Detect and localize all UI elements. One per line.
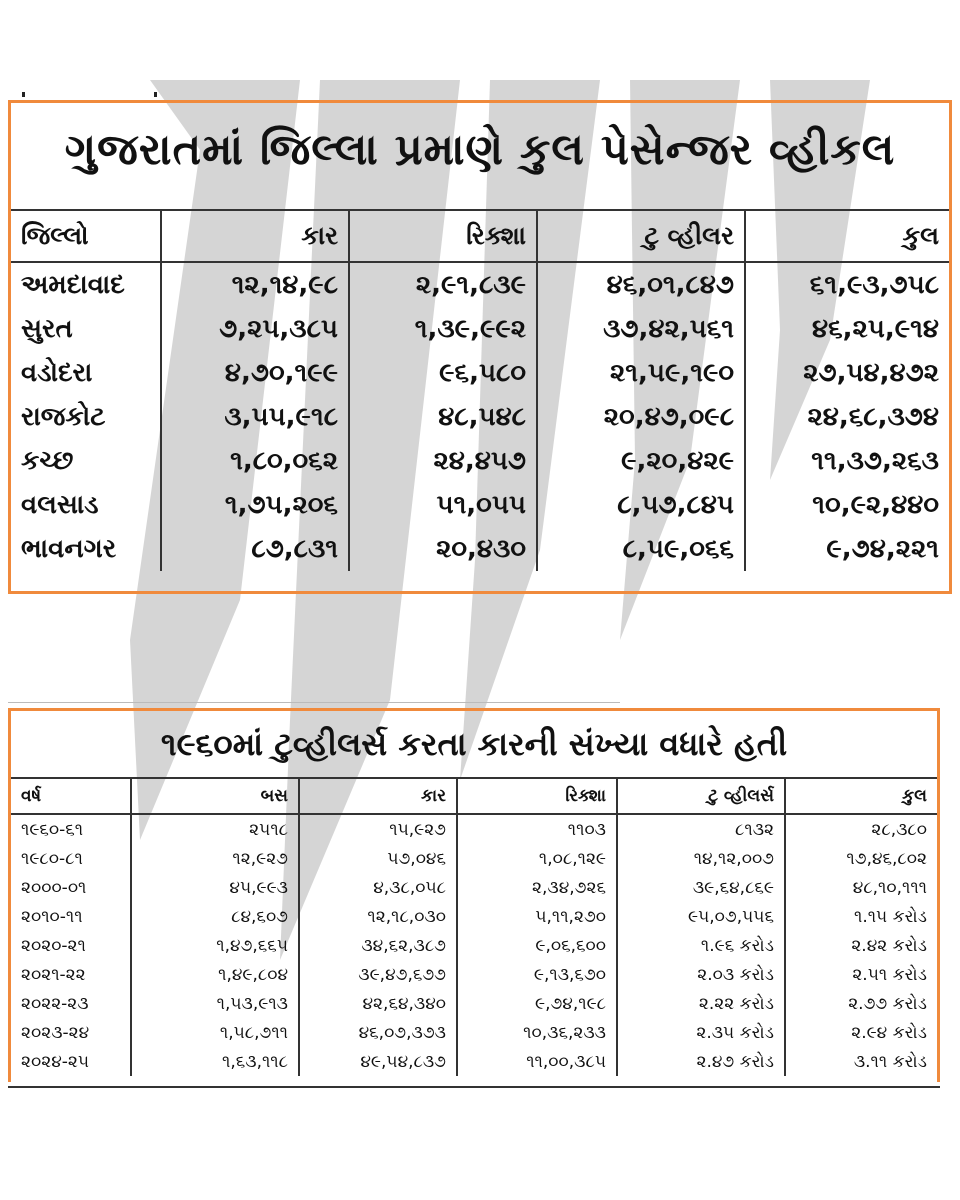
cell-car: ૧૫,૯૨૭ xyxy=(299,814,457,844)
cell-total: ૪૮,૧૦,૧૧૧ xyxy=(785,873,937,902)
cell-two-wheelers: ૮૧૩૨ xyxy=(617,814,785,844)
col-header-total: કુલ xyxy=(745,210,949,262)
table-row xyxy=(11,527,949,571)
cell-total: ૪૬,૨૫,૯૧૪ xyxy=(745,307,949,351)
cell-car: ૧,૭૫,૨૦૬ xyxy=(161,483,349,527)
cell-car: ૩૯,૪૭,૬૭૭ xyxy=(299,960,457,989)
col-header-rickshaw: રિક્શા xyxy=(349,210,537,262)
cell-rickshaw: ૧,૦૮,૧૨૯ xyxy=(457,844,617,873)
table-row xyxy=(11,873,937,902)
table-row xyxy=(11,1047,937,1076)
cell-bus: ૧,૪૭,૬૬૫ xyxy=(131,931,299,960)
cell-district: વલસાડ xyxy=(21,489,99,520)
cell-rickshaw: ૪૮,૫૪૮ xyxy=(349,395,537,439)
bottom-rule xyxy=(8,1086,940,1088)
cell-two-wheelers: ૩૯,૬૪,૮૬૯ xyxy=(617,873,785,902)
cell-year: ૨૦૨૩-૨૪ xyxy=(21,1022,90,1043)
col-header-year: વર્ષ xyxy=(11,778,131,814)
top-cropped-text-fragment xyxy=(8,92,258,98)
cell-total: ૧૦,૯૨,૪૪૦ xyxy=(745,483,949,527)
cell-district: ભાવનગર xyxy=(21,533,117,564)
cell-bus: ૧,૬૩,૧૧૮ xyxy=(131,1047,299,1076)
district-vehicle-table-panel xyxy=(8,100,952,594)
cell-bus: ૧,૪૯,૮૦૪ xyxy=(131,960,299,989)
cell-car: ૪૨,૬૪,૩૪૦ xyxy=(299,989,457,1018)
cell-two-wheeler: ૮,૫૯,૦૬૬ xyxy=(537,527,745,571)
cell-rickshaw: ૧૧૦૩ xyxy=(457,814,617,844)
cell-two-wheelers: ૨.૦૩ કરોડ xyxy=(617,960,785,989)
table1-title: ગુજરાતમાં જિલ્લા પ્રમાણે કુલ પેસેન્જર વ્હીકલ xyxy=(64,125,896,175)
table-row xyxy=(11,395,949,439)
cell-bus: ૨૫૧૮ xyxy=(131,814,299,844)
cell-two-wheeler: ૨૦,૪૭,૦૯૮ xyxy=(537,395,745,439)
cell-district: અમદાવાદ xyxy=(21,269,125,300)
cell-year: ૨૦૨૧-૨૨ xyxy=(21,964,86,985)
cell-rickshaw: ૨,૯૧,૮૩૯ xyxy=(349,262,537,307)
cell-bus: ૮૪,૬૦૭ xyxy=(131,902,299,931)
cell-two-wheelers: ૯૫,૦૭,૫૫૬ xyxy=(617,902,785,931)
table-row xyxy=(11,902,937,931)
table-row xyxy=(11,307,949,351)
col-header-total: કુલ xyxy=(785,778,937,814)
cell-district: વડોદરા xyxy=(21,357,93,388)
cell-year: ૨૦૨૦-૨૧ xyxy=(21,935,86,956)
cell-two-wheeler: ૮,૫૭,૮૪૫ xyxy=(537,483,745,527)
table-row xyxy=(11,960,937,989)
cell-total: ૯,૭૪,૨૨૧ xyxy=(745,527,949,571)
cell-year: ૧૯૬૦-૬૧ xyxy=(21,819,84,840)
cell-car: ૪,૩૮,૦૫૮ xyxy=(299,873,457,902)
col-header-rickshaw: રિક્શા xyxy=(457,778,617,814)
cell-total: ૨.૯૪ કરોડ xyxy=(785,1018,937,1047)
cell-total: ૨.૭૭ કરોડ xyxy=(785,989,937,1018)
cell-total: ૨૮,૩૮૦ xyxy=(785,814,937,844)
col-header-two-wheelers: ટુ વ્હીલર્સ xyxy=(617,778,785,814)
cell-bus: ૪૫,૯૯૩ xyxy=(131,873,299,902)
cell-district: કચ્છ xyxy=(21,445,74,476)
yearly-vehicle-table-panel xyxy=(8,708,940,1082)
cell-rickshaw: ૯,૭૪,૧૯૮ xyxy=(457,989,617,1018)
cell-total: ૬૧,૯૩,૭૫૮ xyxy=(745,262,949,307)
cell-year: ૨૦૨૨-૨૩ xyxy=(21,993,89,1014)
cell-bus: ૧,૫૩,૯૧૩ xyxy=(131,989,299,1018)
col-header-car: કાર xyxy=(161,210,349,262)
cell-two-wheelers: ૨.૪૭ કરોડ xyxy=(617,1047,785,1076)
table-row xyxy=(11,931,937,960)
table-row xyxy=(11,1018,937,1047)
cell-car: ૮૭,૮૩૧ xyxy=(161,527,349,571)
table-row xyxy=(11,844,937,873)
district-vehicle-table xyxy=(11,209,949,571)
cell-rickshaw: ૨૦,૪૩૦ xyxy=(349,527,537,571)
cell-two-wheelers: ૨.૨૨ કરોડ xyxy=(617,989,785,1018)
cell-car: ૧,૮૦,૦૬૨ xyxy=(161,439,349,483)
cell-car: ૪૯,૫૪,૮૩૭ xyxy=(299,1047,457,1076)
cell-rickshaw: ૯,૧૩,૬૭૦ xyxy=(457,960,617,989)
cell-two-wheelers: ૧.૯૬ કરોડ xyxy=(617,931,785,960)
cell-district: સુરત xyxy=(21,313,73,344)
cell-car: ૪,૭૦,૧૯૯ xyxy=(161,351,349,395)
cell-rickshaw: ૨૪,૪૫૭ xyxy=(349,439,537,483)
col-header-car: કાર xyxy=(299,778,457,814)
cell-rickshaw: ૫૧,૦૫૫ xyxy=(349,483,537,527)
table-row xyxy=(11,351,949,395)
cell-rickshaw: ૧૦,૩૬,૨૩૩ xyxy=(457,1018,617,1047)
cell-year: ૨૦૦૦-૦૧ xyxy=(21,877,87,898)
cell-car: ૪૬,૦૭,૩૭૩ xyxy=(299,1018,457,1047)
cell-year: ૨૦૧૦-૧૧ xyxy=(21,906,83,927)
table-row xyxy=(11,483,949,527)
cell-total: ૨૭,૫૪,૪૭૨ xyxy=(745,351,949,395)
cell-rickshaw: ૧,૩૯,૯૯૨ xyxy=(349,307,537,351)
separator-line xyxy=(8,702,620,703)
table2-title: ૧૯૬૦માં ટુવ્હીલર્સ કરતા કારની સંખ્યા વધારે હતી xyxy=(160,725,788,763)
cell-car: ૭,૨૫,૩૮૫ xyxy=(161,307,349,351)
table-row xyxy=(11,262,949,307)
cell-rickshaw: ૯૬,૫૮૦ xyxy=(349,351,537,395)
table-row xyxy=(11,439,949,483)
cell-total: ૧૭,૪૬,૮૦૨ xyxy=(785,844,937,873)
cell-car: ૩૪,૬૨,૩૮૭ xyxy=(299,931,457,960)
cell-bus: ૧,૫૮,૭૧૧ xyxy=(131,1018,299,1047)
cell-two-wheelers: ૨.૩૫ કરોડ xyxy=(617,1018,785,1047)
col-header-bus: બસ xyxy=(131,778,299,814)
table-row xyxy=(11,989,937,1018)
cell-rickshaw: ૯,૦૬,૬૦૦ xyxy=(457,931,617,960)
col-header-district: જિલ્લો xyxy=(11,210,161,262)
cell-total: ૧.૧૫ કરોડ xyxy=(785,902,937,931)
cell-car: ૩,૫૫,૯૧૮ xyxy=(161,395,349,439)
cell-year: ૧૯૮૦-૮૧ xyxy=(21,848,83,869)
cell-two-wheeler: ૩૭,૪૨,૫૬૧ xyxy=(537,307,745,351)
cell-rickshaw: ૫,૧૧,૨૭૦ xyxy=(457,902,617,931)
cell-car: ૫૭,૦૪૬ xyxy=(299,844,457,873)
cell-district: રાજકોટ xyxy=(21,401,106,432)
cell-rickshaw: ૨,૩૪,૭૨૬ xyxy=(457,873,617,902)
cell-car: ૧૨,૧૪,૯૮ xyxy=(161,262,349,307)
cell-two-wheeler: ૨૧,૫૯,૧૯૦ xyxy=(537,351,745,395)
cell-year: ૨૦૨૪-૨૫ xyxy=(21,1051,90,1072)
cell-two-wheelers: ૧૪,૧૨,૦૦૭ xyxy=(617,844,785,873)
cell-total: ૧૧,૩૭,૨૬૩ xyxy=(745,439,949,483)
cell-total: ૨.૫૧ કરોડ xyxy=(785,960,937,989)
cell-bus: ૧૨,૯૨૭ xyxy=(131,844,299,873)
cell-two-wheeler: ૪૬,૦૧,૮૪૭ xyxy=(537,262,745,307)
cell-two-wheeler: ૯,૨૦,૪૨૯ xyxy=(537,439,745,483)
cell-rickshaw: ૧૧,૦૦,૩૮૫ xyxy=(457,1047,617,1076)
cell-total: ૨.૪૨ કરોડ xyxy=(785,931,937,960)
yearly-vehicle-table xyxy=(11,777,937,1076)
col-header-two-wheeler: ટુ વ્હીલર xyxy=(537,210,745,262)
cell-total: ૩.૧૧ કરોડ xyxy=(785,1047,937,1076)
cell-car: ૧૨,૧૮,૦૩૦ xyxy=(299,902,457,931)
table-row xyxy=(11,814,937,844)
cell-total: ૨૪,૬૮,૩૭૪ xyxy=(745,395,949,439)
